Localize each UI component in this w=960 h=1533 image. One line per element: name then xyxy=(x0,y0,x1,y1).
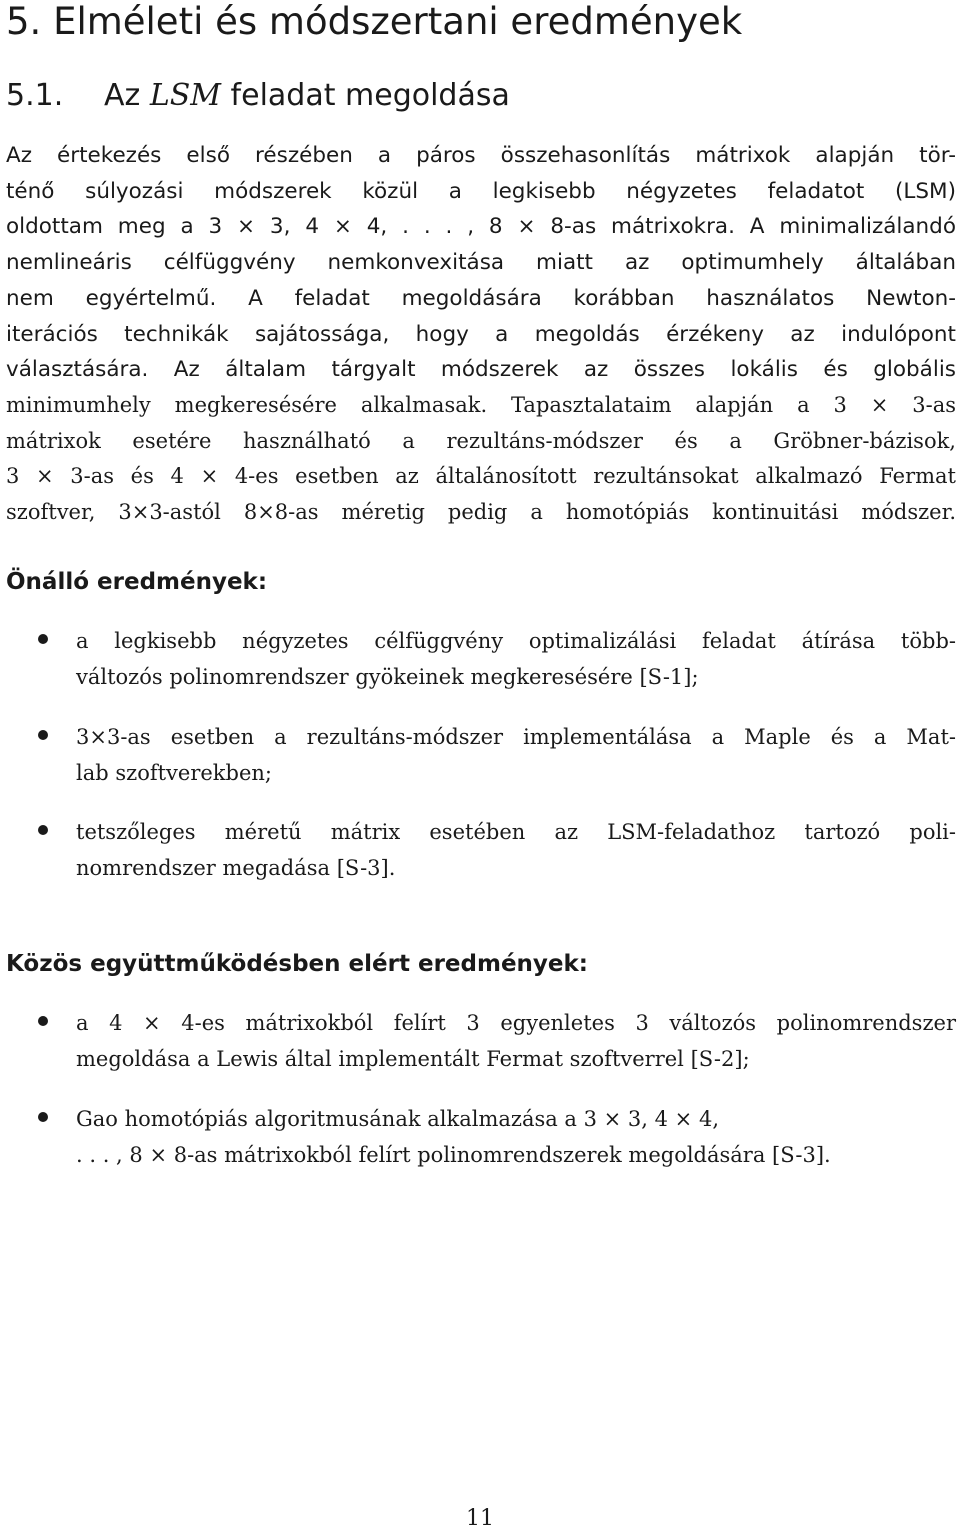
list-item-line: 3×3-as esetben a rezultáns-módszer implementálása a Maple és a Mat- xyxy=(76,725,956,749)
bullet-icon xyxy=(38,730,48,740)
intro-line: minimumhely megkeresésére alkalmasak. Tapasztalataim alapján a 3 × 3-as xyxy=(6,392,956,417)
section-number: 5.1. xyxy=(6,78,64,113)
intro-line: mátrixok esetére használható a rezultáns-módszer és a Gröbner-bázisok, xyxy=(6,428,956,453)
intro-line: szoftver, 3×3-astól 8×8-as méretig pedig a homotópiás kontinuitási módszer. xyxy=(6,500,956,525)
intro-line: nemlineáris célfüggvény nemkonvexitása miatt az optimumhely általában xyxy=(6,250,956,276)
intro-line: oldottam meg a 3 × 3, 4 × 4, . . . , 8 × 8-as mátrixokra. A minimalizálandó xyxy=(6,214,956,240)
list-item-line: nomrendszer megadása [S-3]. xyxy=(76,855,396,880)
intro-line: választására. Az általam tárgyalt módszerek az összes lokális és globális xyxy=(6,357,956,383)
list-item-text xyxy=(76,1102,956,1173)
list-item-text xyxy=(76,815,956,886)
bullet-icon xyxy=(38,1112,48,1122)
intro-line: 3 × 3-as és 4 × 4-es esetben az általánosított rezultánsokat alkalmazó Fermat xyxy=(6,464,956,489)
intro-line: Az értekezés első részében a páros összehasonlítás mátrixok alapján tör- xyxy=(6,143,956,168)
list-item-line: tetszőleges méretű mátrix esetében az LSM-feladathoz tartozó poli- xyxy=(76,820,956,844)
list-item-text xyxy=(76,720,956,791)
intro-line: nem egyértelmű. A feladat megoldására korábban használatos Newton- xyxy=(6,285,956,311)
bullet-icon xyxy=(38,825,48,835)
list-item-line: megoldása a Lewis által implementált Fermat szoftverrel [S-2]; xyxy=(76,1046,750,1071)
section-title-post: feladat megoldása xyxy=(221,78,510,113)
intro-paragraph xyxy=(6,138,956,531)
joint-results-heading: Közös együttműködésben elért eredmények: xyxy=(6,951,588,977)
list-item-line: a legkisebb négyzetes célfüggvény optimalizálási feladat átírása több- xyxy=(76,629,956,653)
section-title xyxy=(6,76,510,116)
intro-line: ténő súlyozási módszerek közül a legkisebb négyzetes feladatot (LSM) xyxy=(6,178,956,204)
list-item-text xyxy=(76,624,956,695)
list-item-line: lab szoftverekben; xyxy=(76,760,273,785)
chapter-title: 5. Elméleti és módszertani eredmények xyxy=(6,0,743,43)
page-number: 11 xyxy=(466,1506,494,1531)
section-title-pre: Az xyxy=(104,78,150,113)
own-results-heading: Önálló eredmények: xyxy=(6,569,268,595)
list-item-line: Gao homotópiás algoritmusának alkalmazása a 3 × 3, 4 × 4, xyxy=(76,1107,719,1131)
intro-line: iterációs technikák sajátossága, hogy a megoldás érzékeny az indulópont xyxy=(6,321,956,347)
bullet-icon xyxy=(38,634,48,644)
list-item-text xyxy=(76,1006,956,1077)
bullet-icon xyxy=(38,1016,48,1026)
list-item-line: a 4 × 4-es mátrixokból felírt 3 egyenletes 3 változós polinomrendszer xyxy=(76,1011,956,1035)
list-item-line: változós polinomrendszer gyökeinek megkeresésére [S-1]; xyxy=(76,664,699,689)
section-title-math: LSM xyxy=(149,78,222,113)
list-item-line: . . . , 8 × 8-as mátrixokból felírt polinomrendszerek megoldására [S-3]. xyxy=(76,1142,831,1167)
